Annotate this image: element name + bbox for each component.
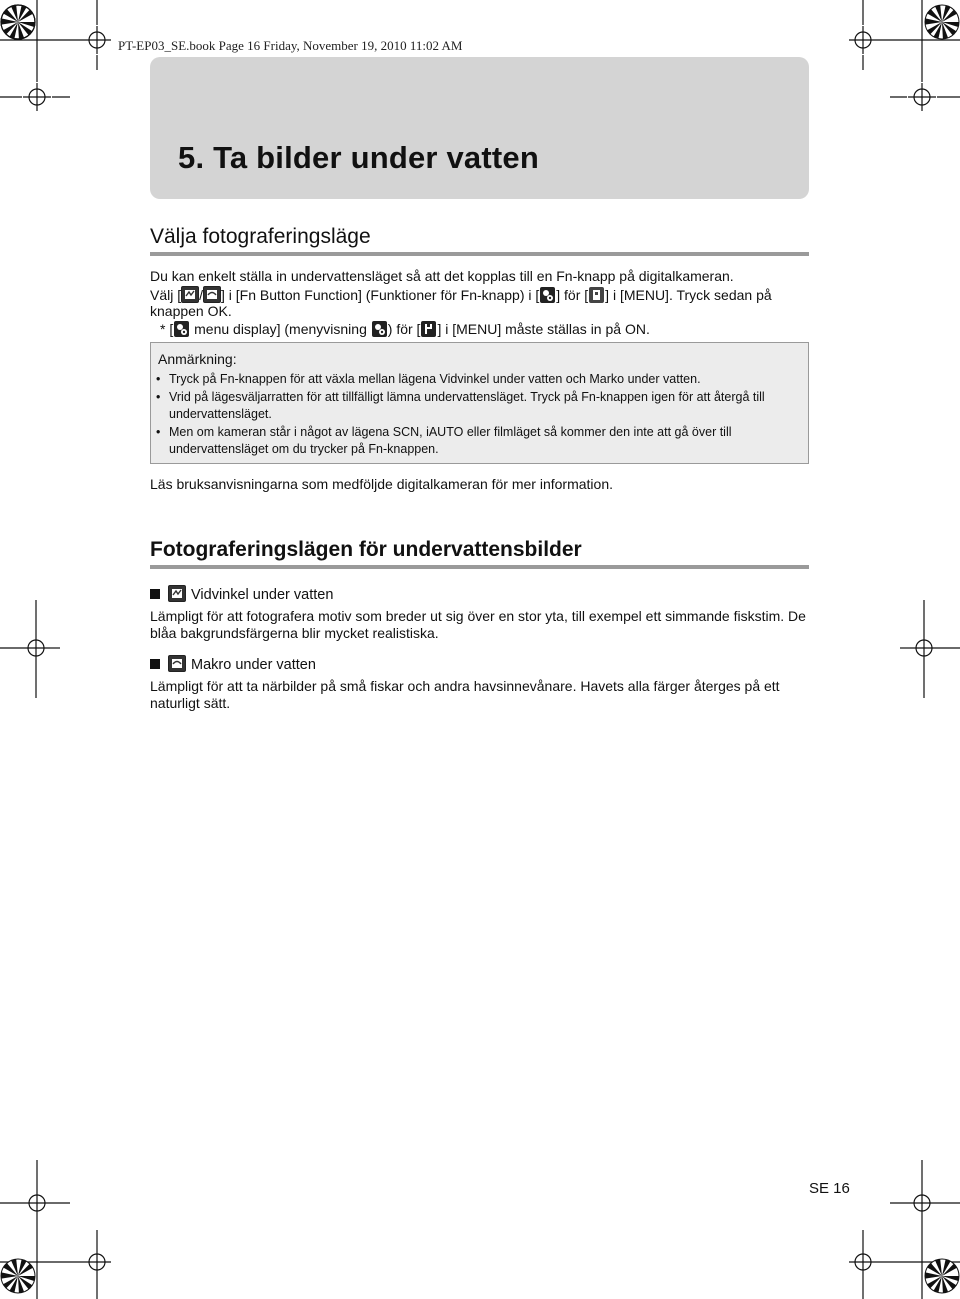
instr-text-4: ] för [ — [556, 287, 589, 303]
bullet: • — [156, 425, 161, 439]
intro-paragraph: Du kan enkelt ställa in undervattensläget så att det kopplas till en Fn-knapp på digitalkameran. — [150, 268, 734, 284]
mode-heading-wide — [150, 585, 333, 603]
note-item-text: Tryck på Fn-knappen för att växla mellan lägena Vidvinkel under vatten och Marko under vatten. — [169, 372, 701, 386]
mode-description: Lämpligt för att ta närbilder på små fiskar och andra havsinnevånare. Havets alla färger återges på ett naturligt sätt. — [150, 678, 780, 711]
bullet: • — [156, 390, 161, 404]
chapter-title: 5. Ta bilder under vatten — [178, 140, 540, 175]
instr-text-3: ] i [Fn Button Function] (Funktioner för Fn-knapp) i [ — [221, 287, 540, 303]
wide-underwater-icon — [181, 286, 199, 303]
section-rule — [150, 252, 809, 256]
bullet: • — [156, 372, 161, 386]
info-line: Läs bruksanvisningarna som medföljde digitalkameran för mer information. — [150, 476, 613, 492]
mode-description: Lämpligt för att fotografera motiv som breder ut sig över en stor yta, till exempel ett simmande fiskstim. De blåa bakgrundsfärgerna blir mycket realistiska. — [150, 608, 806, 641]
instr-text-2: / — [199, 287, 204, 303]
wide-underwater-icon — [168, 585, 186, 602]
instr-text-1: Välj [ — [150, 287, 182, 303]
note-item-text: Men om kameran står i något av lägena SCN, iAUTO eller filmläget så kommer den inte att gå över till undervattensläget om du trycker på Fn-knappen. — [169, 425, 732, 456]
wrench-icon — [420, 320, 437, 338]
mode-heading-macro — [150, 655, 316, 673]
custom-menu-icon — [371, 320, 388, 338]
note-item — [156, 371, 801, 388]
chapter-banner — [150, 57, 809, 199]
section-rule — [150, 565, 809, 569]
square-bullet — [150, 659, 160, 669]
instr-text-5: ] i [MENU]. Tryck sedan på — [605, 287, 772, 303]
section-heading-select-mode: Välja fotograferingsläge — [150, 225, 371, 248]
footnote-line — [160, 320, 650, 338]
footnote-text-2: menu display] (menyvisning — [190, 321, 371, 337]
custom-menu-icon — [173, 320, 190, 338]
section-heading-shooting-modes: Fotograferingslägen för undervattensbilder — [150, 538, 582, 561]
button-settings-icon — [588, 286, 605, 304]
page-number: SE 16 — [809, 1180, 850, 1197]
note-title: Anmärkning: — [158, 351, 237, 367]
print-header: PT-EP03_SE.book Page 16 Friday, November 19, 2010 11:02 AM — [118, 38, 463, 53]
mode-name: Makro under vatten — [191, 657, 316, 673]
mode-name: Vidvinkel under vatten — [191, 587, 334, 603]
footnote-text-1: * [ — [160, 321, 174, 337]
footnote-text-3: ) för [ — [387, 321, 421, 337]
footnote-text-4: ] i [MENU] måste ställas in på ON. — [437, 321, 650, 337]
instruction-line — [150, 286, 820, 304]
macro-underwater-icon — [203, 286, 221, 303]
square-bullet — [150, 589, 160, 599]
note-item-text: Vrid på lägesväljarratten för att tillfälligt lämna undervattensläget. Tryck på Fn-knappen igen för att återgå till undervattensläget. — [169, 390, 765, 421]
note-item — [156, 424, 801, 457]
custom-menu-icon — [539, 286, 556, 304]
macro-underwater-icon — [168, 655, 186, 672]
instruction-line-2: knappen OK. — [150, 303, 232, 319]
note-item — [156, 389, 801, 422]
